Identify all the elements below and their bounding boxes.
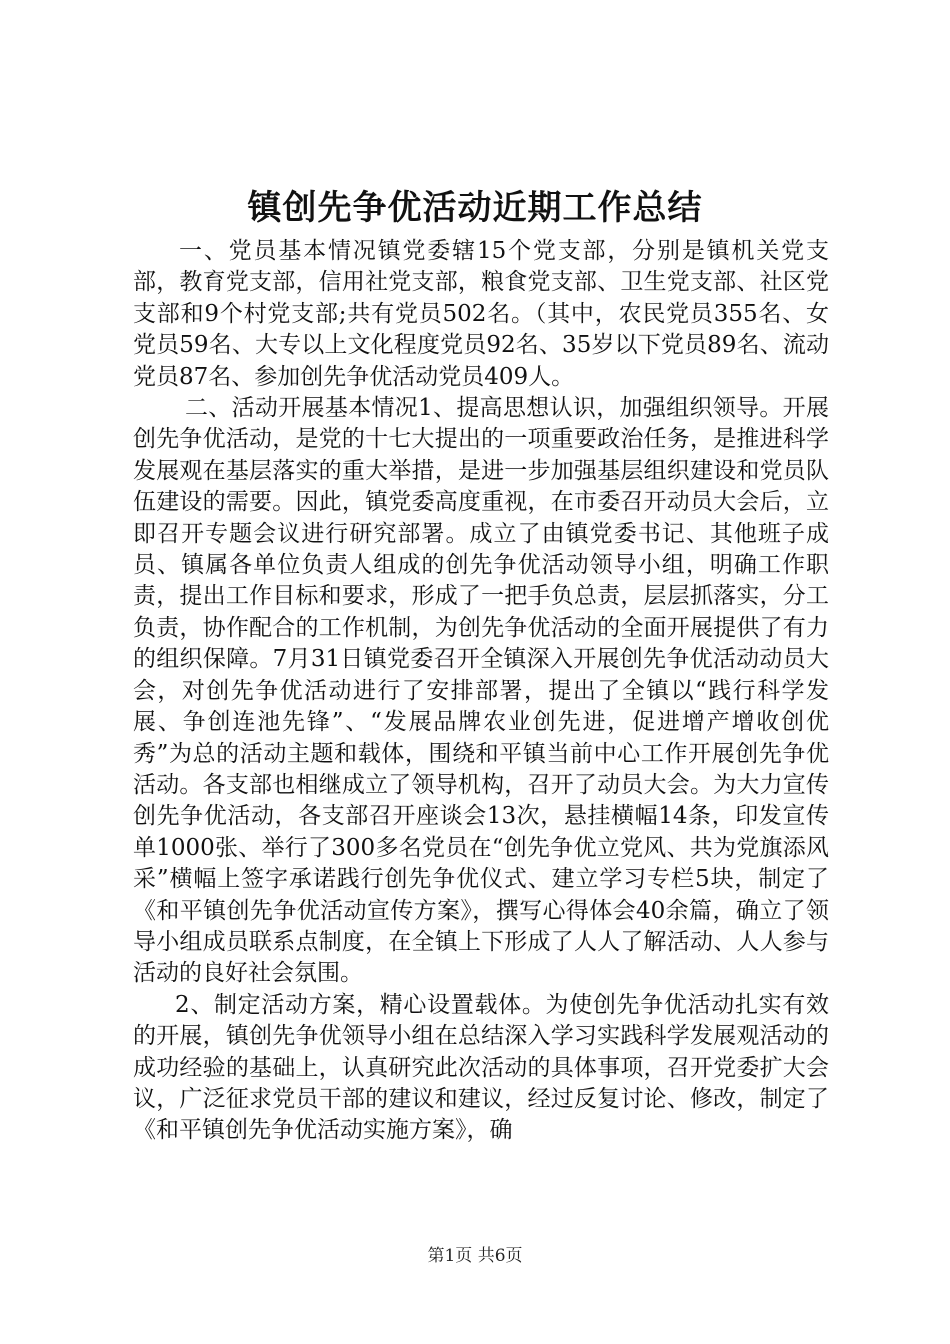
document-title: 镇创先争优活动近期工作总结: [247, 188, 703, 228]
paragraph-activity-overview: 二、活动开展基本情况1、提高思想认识，加强组织领导。开展创先争优活动，是党的十七大提出的一项重要政治任务，是推进科学发展观在基层落实的重大举措，是进一步加强基层组织建设和党员队伍建设的需要。因此，镇党委高度重视，在市委召开动员大会后，立即召开专题会议进行研究部署。成立了由镇党委书记、其他班子成员、镇属各单位负责人组成的创先争优活动领导小组，明确工作职责，提出工作目标和要求，形成了一把手负总责，层层抓落实，分工负责，协作配合的工作机制，为创先争优活动的全面开展提供了有力的组织保障。7月31日镇党委召开全镇深入开展创先争优活动动员大会，对创先争优活动进行了安排部署，提出了全镇以“践行科学发展、争创连池先锋”、“发展品牌农业创先进，促进增产增收创优秀”为总的活动主题和载体，围绕和平镇当前中心工作开展创先争优活动。各支部也相继成立了领导机构，召开了动员大会。为大力宣传创先争优活动，各支部召开座谈会13次，悬挂横幅14条，印发宣传单1000张、举行了300多名党员在“创先争优立党风、共为党旗添风采”横幅上签字承诺践行创先争优仪式、建立学习专栏5块，制定了《和平镇创先争优活动宣传方案》，撰写心得体会40余篇，确立了领导小组成员联系点制度，在全镇上下形成了人人了解活动、人人参与活动的良好社会氛围。: [133, 395, 829, 987]
page-number-footer: 第1页 共6页: [427, 1246, 523, 1266]
paragraph-activity-plan: 2、制定活动方案，精心设置载体。为使创先争优活动扎实有效的开展，镇创先争优领导小组在总结深入学习实践科学发展观活动的成功经验的基础上，认真研究此次活动的具体事项，召开党委扩大会议，广泛征求党员干部的建议和建议，经过反复讨论、修改，制定了《和平镇创先争优活动实施方案》，确: [133, 991, 829, 1144]
document-body: [133, 236, 829, 1147]
paragraph-party-member-overview: 一、党员基本情况镇党委辖15个党支部，分别是镇机关党支部，教育党支部，信用社党支部，粮食党支部、卫生党支部、社区党支部和9个村党支部;共有党员502名。（其中，农民党员355名、女党员59名、大专以上文化程度党员92名、35岁以下党员89名、流动党员87名、参加创先争优活动党员409人。: [133, 238, 829, 390]
